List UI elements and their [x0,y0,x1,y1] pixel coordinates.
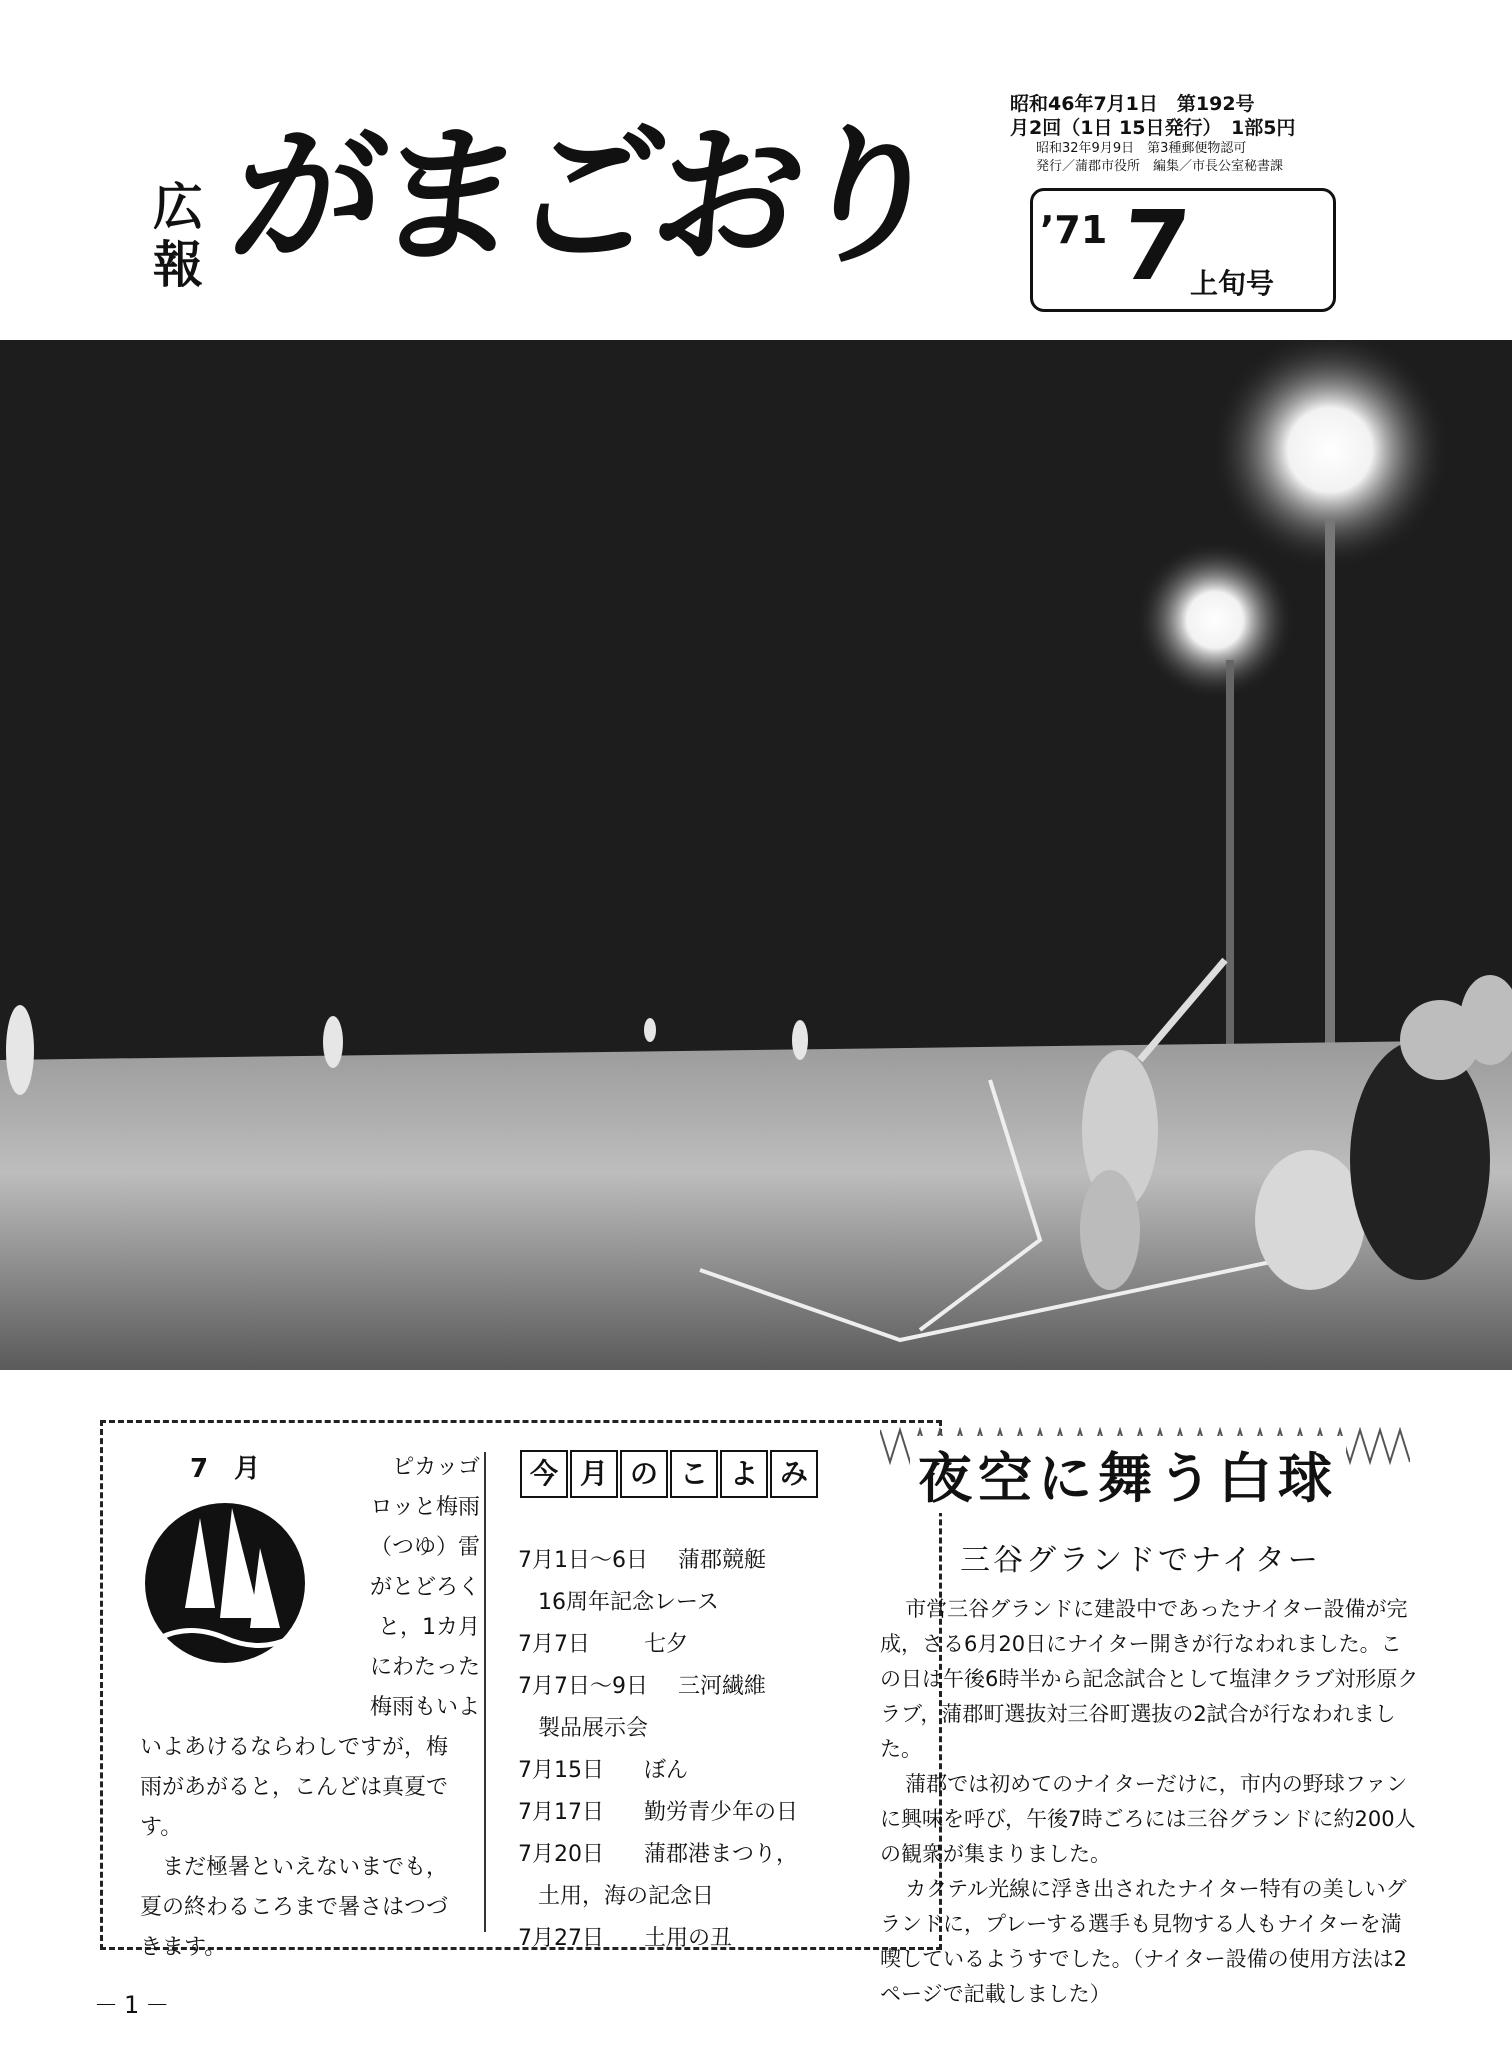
koyomi-title-char: 月 [570,1450,618,1498]
issue-permit-info [1036,140,1283,176]
page-number: －1－ [94,1991,176,2019]
column-text-full [140,1728,480,1968]
koho-label: 広報 [153,178,203,294]
event-date: 7月1日～6日 [518,1548,648,1573]
column-line: がとどろく [369,1575,480,1600]
column-line: （つゆ）雷 [369,1535,480,1560]
event-text: 土用の丑 [644,1926,733,1951]
event-date: 7月27日 [518,1926,604,1951]
event-cont: 製品展示会 [538,1716,649,1741]
postal-permit: 昭和32年9月9日 第3種郵便物認可 [1036,141,1247,156]
event-date: 7月7日～9日 [518,1674,648,1699]
event-cont: 土用，海の記念日 [538,1884,715,1909]
event-date: 7月17日 [518,1800,604,1825]
event-date: 7月15日 [518,1758,604,1783]
column-line: ロッと梅雨 [370,1495,480,1520]
column-line: 雨があがると，こんどは真夏で [140,1775,449,1800]
event-text: 蒲郡港まつり， [644,1842,799,1867]
koyomi-title-char: よ [720,1450,768,1498]
article-paragraph: カクテル光線に浮き出されたナイター特有の美しいグランドに，プレーする選手も見物する人もナイターを満喫しているようすでした。（ナイター設備の使用方法は2ページで記載しました） [880,1877,1408,2006]
issue-month: 7 [1116,190,1195,302]
article-subhead: 三谷グランドでナイター [960,1543,1321,1578]
article-paragraph: 市営三谷グランドに建設中であったナイター設備が完成，さる6月20日にナイター開きが行なわれました。この日は午後6時半から記念試合として塩津クラブ対形原クラブ，蒲郡町選抜対三谷町選抜の2試合が行なわれました。 [880,1597,1419,1761]
koyomi-event [518,1540,918,1582]
night-baseball-photo [0,340,1512,1370]
event-cont: 16周年記念レース [538,1590,719,1615]
event-date: 7月7日 [518,1632,590,1657]
issue-date-number: 昭和46年7月1日 第192号 [1010,93,1255,115]
koyomi-event [518,1624,918,1666]
event-text: 蒲郡競艇 [678,1548,767,1573]
issue-meta [1010,92,1295,140]
koyomi-title-char: 今 [520,1450,568,1498]
newsletter-title: がまごおり [221,110,947,284]
publisher-editor: 発行／蒲郡市役所 編集／市長公室秘書課 [1036,159,1284,174]
event-text: 七夕 [644,1632,689,1657]
koyomi-title-char: こ [670,1450,718,1498]
issue-frequency-price: 月2回（1日 15日発行） 1部5円 [1010,117,1296,139]
event-date: 7月20日 [518,1842,604,1867]
column-line: 夏の終わるころまで暑さはつづ [140,1895,449,1920]
photo-illustration [0,340,1512,1370]
column-line: にわたった [369,1655,480,1680]
event-text: 勤労青少年の日 [644,1800,799,1825]
column-line: いよあけるならわしですが，梅 [140,1735,449,1760]
article-body [880,1592,1420,2012]
issue-year: ’71 [1040,208,1108,252]
koyomi-event [518,1750,918,1792]
article-paragraph: 蒲郡では初めてのナイターだけに，市内の野球ファンに興味を呼び，午後7時ごろには三谷グランドに約200人の観衆が集まりました。 [880,1772,1416,1866]
column-line: と，1カ月 [378,1615,480,1640]
koyomi-event [518,1666,918,1708]
koyomi-list [518,1540,918,1960]
koyomi-title-char: の [620,1450,668,1498]
koyomi-event [518,1792,918,1834]
sailboat-emblem-icon [140,1498,310,1668]
event-text: 三河繊維 [678,1674,767,1699]
column-line: きます。 [140,1935,227,1960]
koyomi-event [518,1918,918,1960]
column-line: まだ極暑といえないまでも， [140,1855,449,1880]
column-line: 梅雨もいよ [369,1695,480,1720]
event-text: ぼん [644,1758,689,1783]
koyomi-title [520,1450,818,1498]
column-line: ピカッゴ [392,1455,480,1480]
issue-label: 上旬号 [1190,267,1275,300]
column-line: す。 [140,1815,183,1840]
article-headline: 夜空に舞う白球 [910,1436,1346,1513]
column-title: 7 月 [190,1454,261,1484]
koyomi-event [518,1834,918,1876]
koyomi-title-char: み [770,1450,818,1498]
floodlight-2 [1135,540,1295,700]
column-text-narrow [330,1448,480,1728]
light-pole-2 [1226,660,1234,1100]
column-divider [484,1452,486,1932]
